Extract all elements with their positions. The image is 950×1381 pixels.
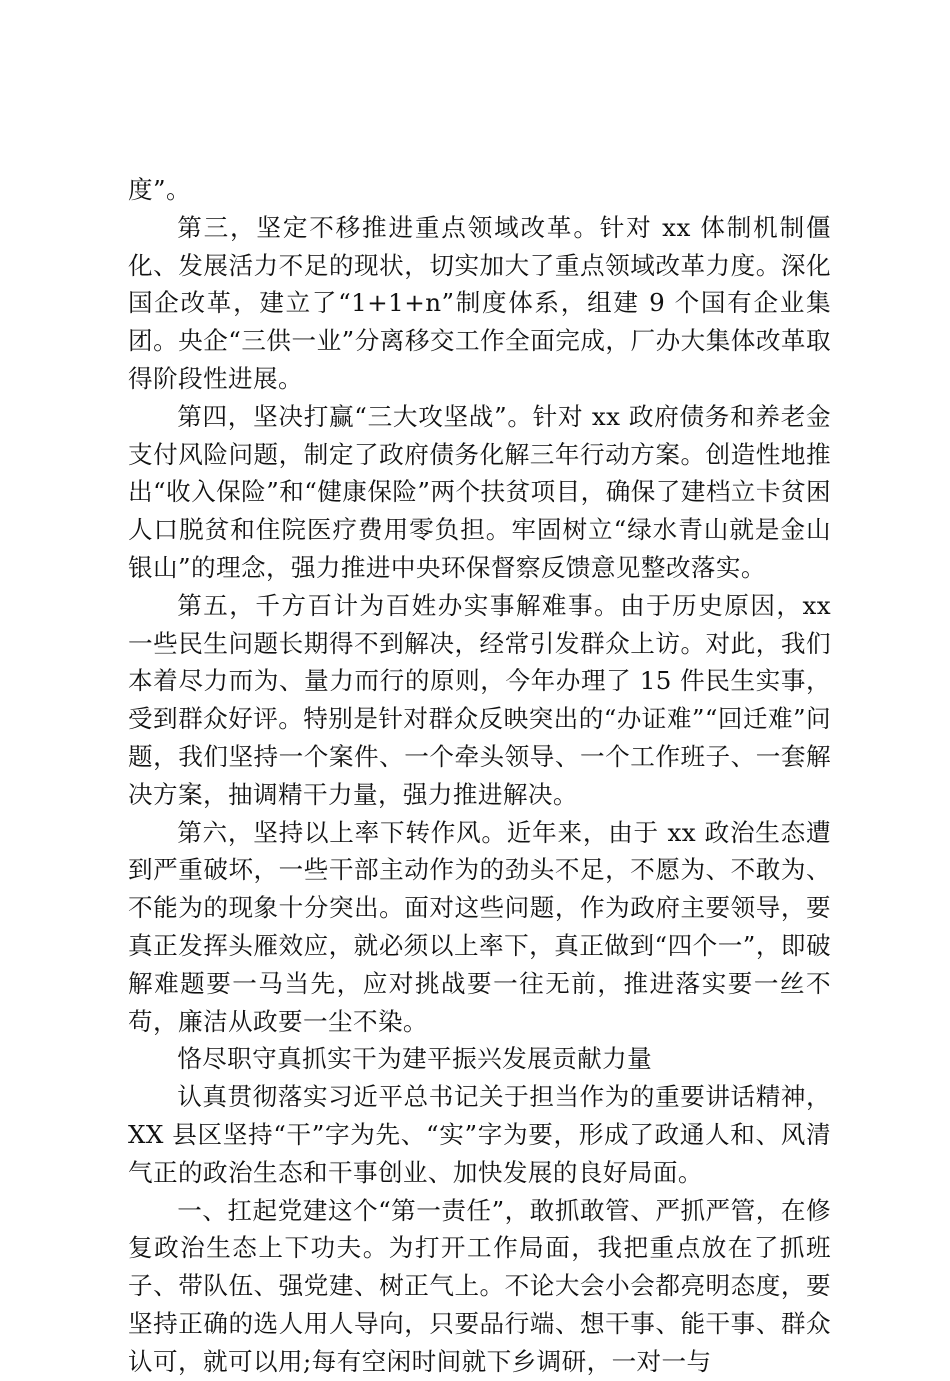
- paragraph-fourth-battles: 第四，坚决打赢“三大攻坚战”。针对 xx 政府债务和养老金支付风险问题，制定了政府债务化解三年行动方案。创造性地推出“收入保险”和“健康保险”两个扶贫项目，确保了建档立卡贫困人口脱贫和住院医疗费用零负担。牢固树立“绿水青山就是金山银山”的理念，强力推进中央环保督察反馈意见整改落实。: [128, 401, 831, 582]
- paragraph-fifth-livelihood: 第五，千方百计为百姓办实事解难事。由于历史原因，xx 一些民生问题长期得不到解决，经常引发群众上访。对此，我们本着尽力而为、量力而行的原则，今年办理了 15 件民生实事，受到群众好评。特别是针对群众反映突出的“办证难”“回迁难”问题，我们坚持一个案件、一个牵头领导、一个工作班子、一套解决方案，抽调精干力量，强力推进解决。: [128, 590, 831, 809]
- paragraph-first-party-building: 一、扛起党建这个“第一责任”，敢抓敢管、严抓严管，在修复政治生态上下功夫。为打开工作局面，我把重点放在了抓班子、带队伍、强党建、树正气上。不论大会小会都亮明态度，要坚持正确的选人用人导向，只要品行端、想干事、能干事、群众认可，就可以用;每有空闲时间就下乡调研，一对一与: [128, 1195, 831, 1376]
- paragraph-third-reform: 第三，坚定不移推进重点领域改革。针对 xx 体制机制僵化、发展活力不足的现状，切实加大了重点领域改革力度。深化国企改革，建立了“1+1+n”制度体系，组建 9 个国有企业集团。央企“三供一业”分离移交工作全面完成，厂办大集体改革取得阶段性进展。: [128, 212, 831, 393]
- section-heading: 恪尽职守真抓实干为建平振兴发展贡献力量: [177, 1044, 653, 1074]
- paragraph-continuation: 度”。: [128, 175, 191, 204]
- paragraph-intro: 认真贯彻落实习近平总书记关于担当作为的重要讲话精神，XX 县区坚持“干”字为先、“实”字为要，形成了政通人和、风清气正的政治生态和干事创业、加快发展的良好局面。: [128, 1082, 831, 1187]
- paragraph-sixth-style: 第六，坚持以上率下转作风。近年来，由于 xx 政治生态遭到严重破坏，一些干部主动作为的劲头不足，不愿为、不敢为、不能为的现象十分突出。面对这些问题，作为政府主要领导，要真正发挥头雁效应，就必须以上率下，真正做到“四个一”，即破解难题要一马当先，应对挑战要一往无前，推进落实要一丝不苟，廉洁从政要一尘不染。: [128, 817, 831, 1036]
- document-body: [128, 171, 831, 1381]
